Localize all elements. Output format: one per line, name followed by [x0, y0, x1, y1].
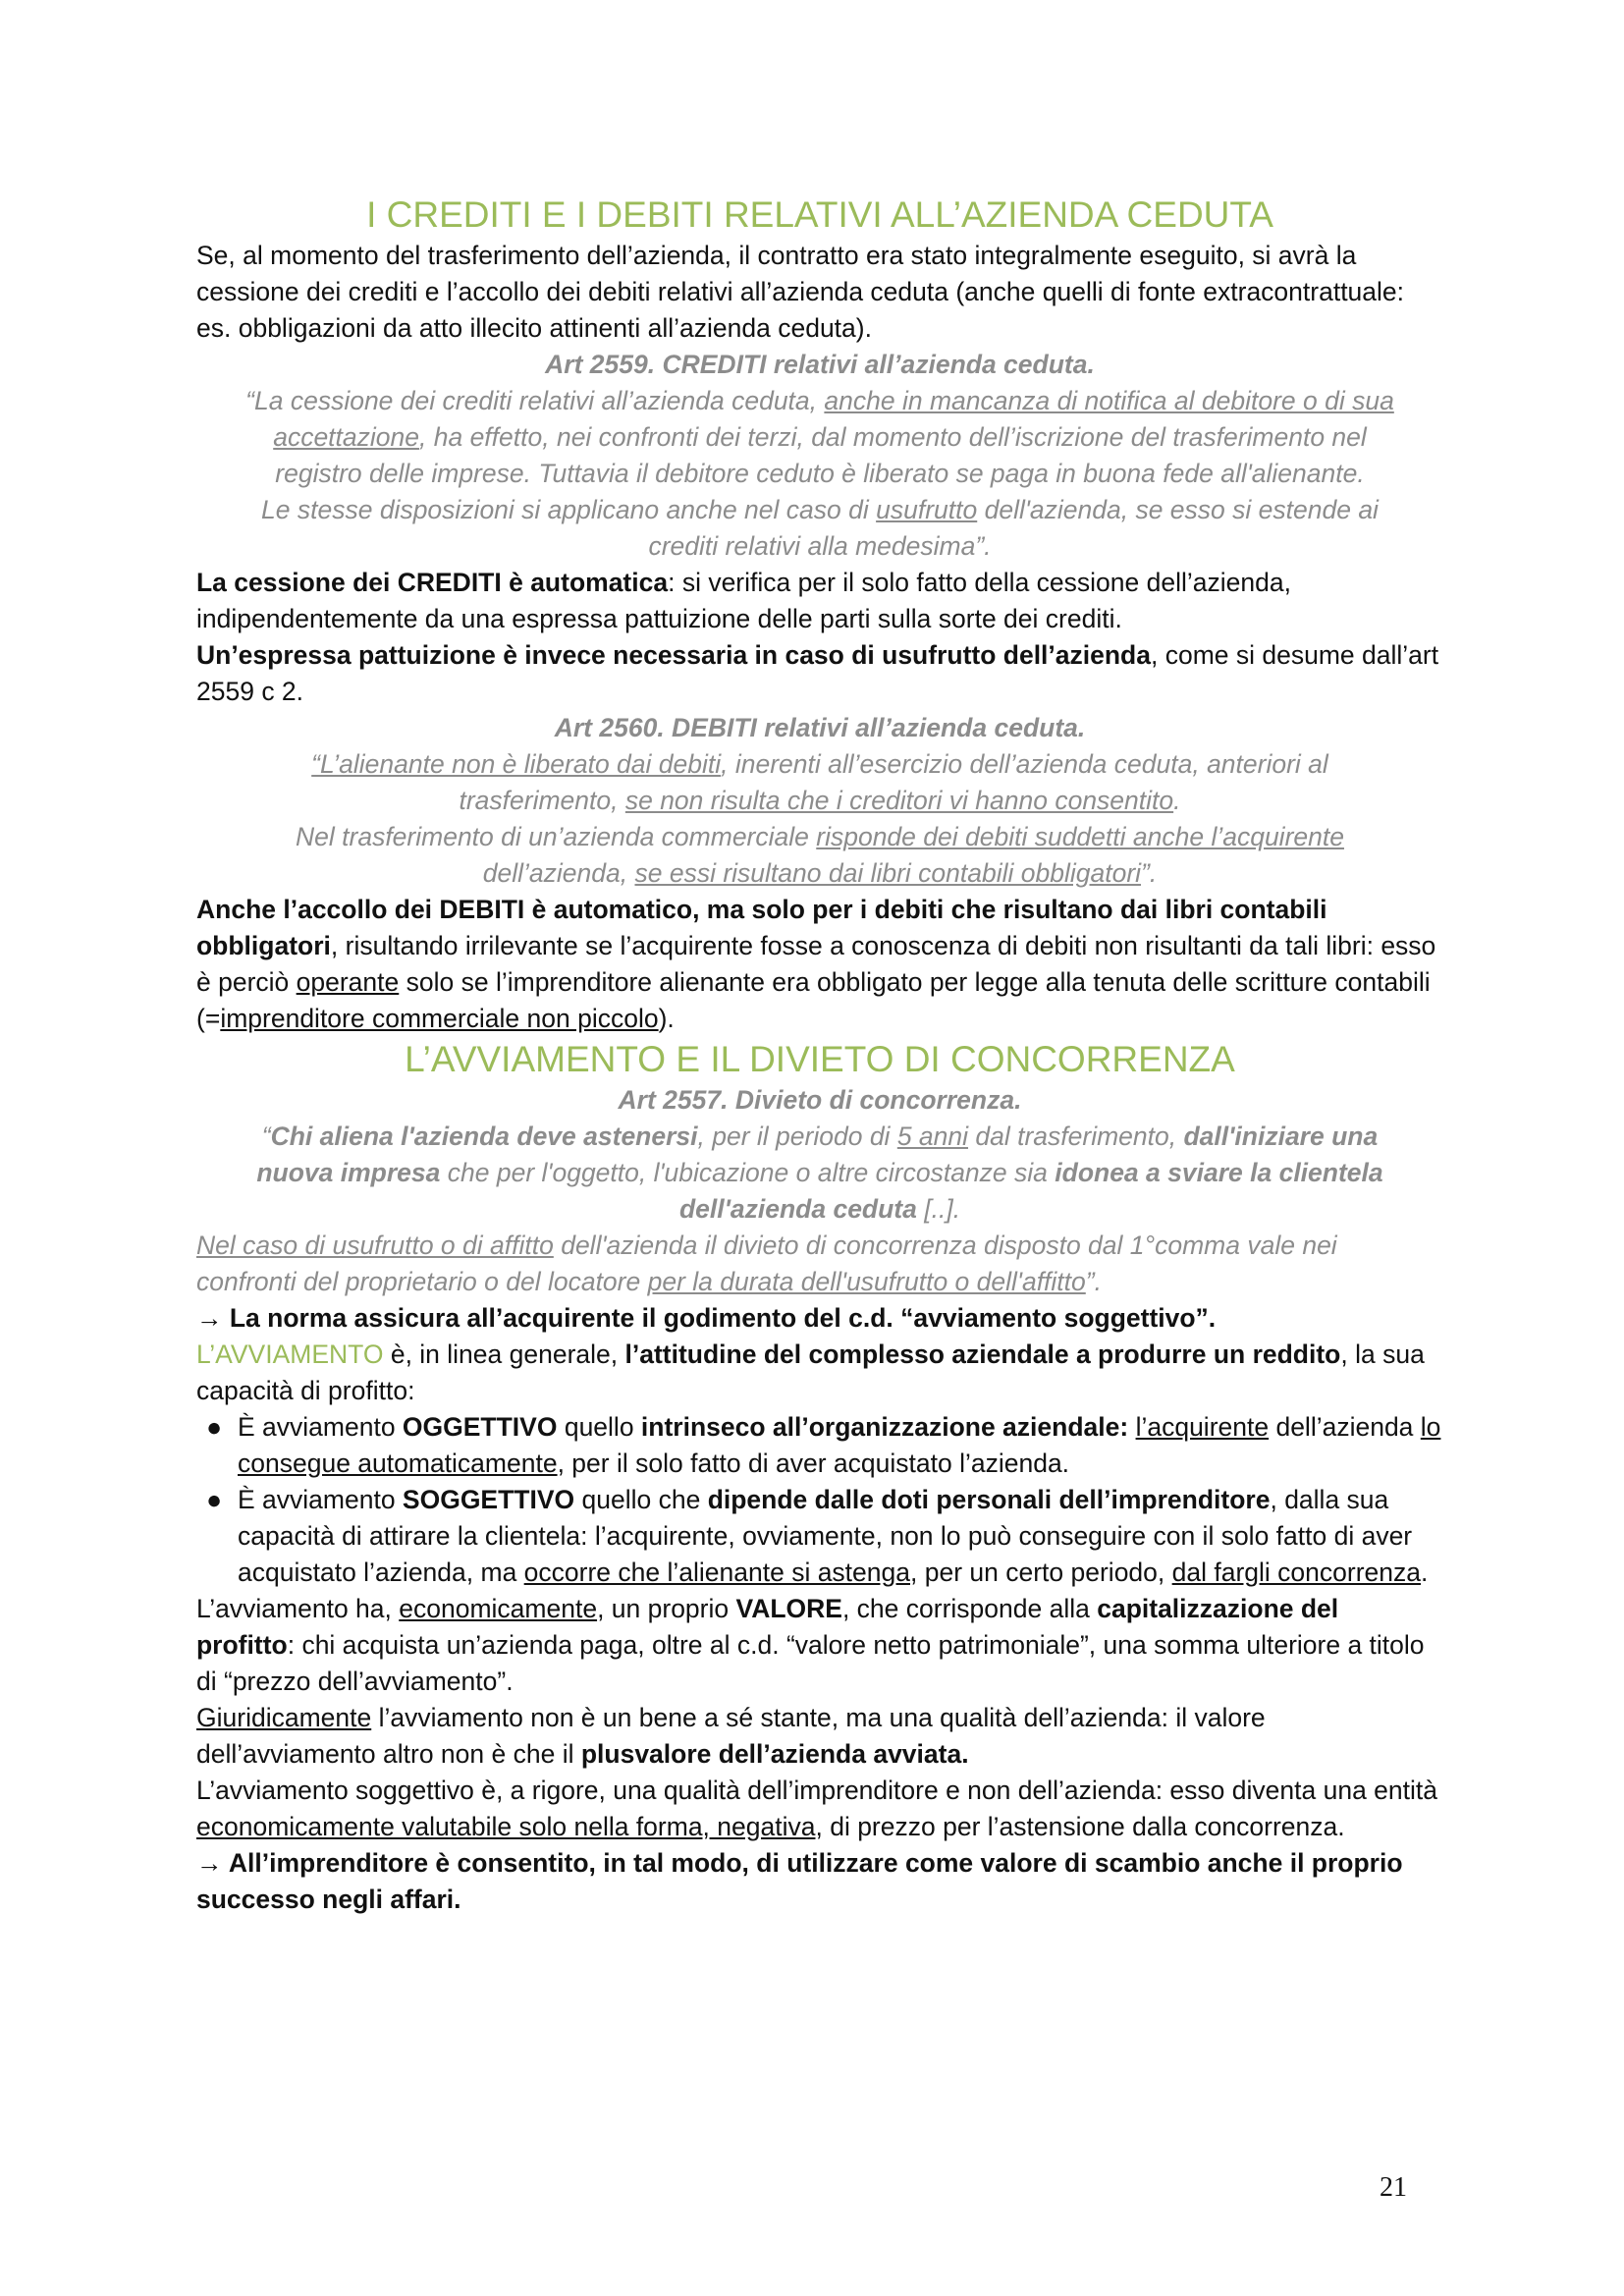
quote-body [236, 819, 1404, 892]
text: dell’azienda [1269, 1412, 1421, 1442]
text: È avviamento [238, 1412, 403, 1442]
quote-text: “ [261, 1121, 271, 1151]
quote-bold: dall'iniziare una nuova impresa [256, 1121, 1379, 1187]
paragraph-accollo-debiti [196, 892, 1443, 1037]
text: solo se l’imprenditore alienante era obbligato per legge alla tenuta delle scritture contabili (= [196, 967, 1431, 1033]
underlined-text: operante [296, 967, 400, 997]
bullet-dot-icon: ● [205, 1412, 222, 1442]
quote-underline: “L’alienante non è liberato dai debiti [311, 749, 722, 779]
text: : si verifica per il solo fatto della cessione dell’azienda, indipendentemente da una espressa pattuizione delle parti sulla sorte dei crediti. [196, 568, 1291, 633]
text: , per un certo periodo, [910, 1558, 1172, 1587]
quote-text: che per l'oggetto, l'ubicazione o altre circostanze sia [440, 1158, 1056, 1187]
bold-text: La cessione dei CREDITI è automatica [196, 568, 669, 597]
quote-art-2560 [196, 710, 1443, 892]
text: , la sua capacità di profitto: [196, 1339, 1425, 1405]
underlined-text: l’acquirente [1135, 1412, 1270, 1442]
quote-art-2559 [196, 347, 1443, 565]
bold-text: OGGETTIVO [402, 1412, 558, 1442]
text: L’avviamento soggettivo è, a rigore, una qualità dell’imprenditore e non dell’azienda: esso diventa una entità [196, 1776, 1437, 1805]
section-heading-avviamento: L’AVVIAMENTO E IL DIVIETO DI CONCORRENZA [405, 1039, 1235, 1079]
paragraph-avviamento-definizione [196, 1337, 1443, 1409]
quote-text: ”. [1141, 858, 1158, 888]
text: È avviamento [238, 1485, 403, 1514]
underlined-text: occorre che l’alienante si astenga [523, 1558, 910, 1587]
quote-body [236, 1119, 1404, 1228]
quote-body [196, 1228, 1443, 1300]
paragraph-giuridicamente [196, 1700, 1443, 1773]
quote-text: Nel trasferimento di un’azienda commerciale [296, 822, 817, 851]
quote-text: dal trasferimento, [968, 1121, 1184, 1151]
text: quello [557, 1412, 641, 1442]
bold-text: intrinseco all’organizzazione aziendale: [640, 1412, 1129, 1442]
bold-text: Un’espressa pattuizione è invece necessaria in caso di usufrutto dell’azienda [196, 640, 1151, 670]
bold-text: capitalizzazione del profitto [196, 1594, 1339, 1660]
quote-underline: anche in mancanza di notifica al debitore o di sua accettazione [273, 386, 1394, 452]
bold-text: Anche l’accollo dei DEBITI è automatico, ma solo per i debiti che risultano dai libri contabili obbligatori [196, 895, 1327, 960]
quote-text: [..]. [916, 1194, 961, 1224]
underlined-text: imprenditore commerciale non piccolo [220, 1004, 659, 1033]
quote-title: Art 2560. DEBITI relativi all’azienda ceduta. [554, 713, 1086, 742]
bullet-list-avviamento [196, 1409, 1443, 1591]
quote-text: ”. [1085, 1267, 1102, 1296]
text: : chi acquista un’azienda paga, oltre al c.d. “valore netto patrimoniale”, una somma ulteriore a titolo di “prezzo dell’avviamento”. [196, 1630, 1425, 1696]
text: quello che [574, 1485, 708, 1514]
bold-text: VALORE [735, 1594, 842, 1623]
text: , risultando irrilevante se l’acquirente fosse a conoscenza di debiti non risultanti da tali libri: esso è perciò [196, 931, 1436, 997]
text: , per il solo fatto di aver acquistato l’azienda. [557, 1449, 1070, 1478]
underlined-text: lo consegue automaticamente [238, 1412, 1441, 1478]
text: è, in linea generale, [383, 1339, 625, 1369]
quote-underline: usufrutto [876, 495, 978, 524]
underlined-text: Giuridicamente [196, 1703, 372, 1732]
quote-art-2557 [196, 1082, 1443, 1300]
quote-underline: se essi risultano dai libri contabili obbligatori [634, 858, 1142, 888]
underlined-text: economicamente [399, 1594, 598, 1623]
quote-text: , ha effetto, nei confronti dei terzi, dal momento dell’iscrizione del trasferimento nel registro delle imprese. Tuttavia il debitore ceduto è liberato se paga in buona fede all'alienante. [275, 422, 1367, 488]
page-content [196, 192, 1443, 1918]
quote-underline: risponde dei debiti suddetti anche l’acquirente [816, 822, 1344, 851]
quote-text: dell'azienda il divieto di concorrenza disposto dal 1°comma vale nei confronti del proprietario o del locatore [196, 1230, 1337, 1296]
text: , che corrisponde alla [841, 1594, 1098, 1623]
text: , un proprio [597, 1594, 736, 1623]
paragraph-valore-avviamento [196, 1591, 1443, 1700]
underlined-text: dal fargli concorrenza [1171, 1558, 1421, 1587]
text: , come si desume dall’art 2559 c 2. [196, 640, 1439, 706]
bullet-dot-icon: ● [205, 1485, 222, 1514]
text [1128, 1412, 1135, 1442]
arrow-note-avviamento-soggettivo: → La norma assicura all’acquirente il godimento del c.d. “avviamento soggettivo”. [196, 1303, 1217, 1333]
quote-body [236, 383, 1404, 492]
text: l’avviamento non è un bene a sé stante, ma una qualità dell’azienda: il valore dell’avviamento altro non è che il [196, 1703, 1266, 1769]
quote-text: dell'azienda, se esso si estende ai crediti relativi alla medesima”. [648, 495, 1379, 561]
quote-text: dell’azienda, [482, 858, 635, 888]
quote-bold: Chi aliena l'azienda deve astenersi [270, 1121, 698, 1151]
quote-underline: 5 anni [896, 1121, 969, 1151]
list-item [205, 1482, 1443, 1591]
underlined-text: economicamente valutabile solo nella forma, negativa [196, 1812, 816, 1841]
quote-bold: idonea a sviare la clientela dell'azienda ceduta [678, 1158, 1383, 1224]
bold-text: l’attitudine del complesso aziendale a produrre un reddito [624, 1339, 1341, 1369]
paragraph-avviamento-soggettivo [196, 1773, 1443, 1845]
green-keyword: L’AVVIAMENTO [196, 1339, 384, 1369]
bold-text: plusvalore dell’azienda avviata. [580, 1739, 969, 1769]
quote-body [236, 746, 1404, 819]
text: , dalla sua capacità di attirare la clientela: l’acquirente, ovviamente, non lo può conseguire con il solo fatto di aver acquistato l’azienda, ma [238, 1485, 1413, 1587]
text: ). [658, 1004, 675, 1033]
section-heading-crediti-debiti: I CREDITI E I DEBITI RELATIVI ALL’AZIENDA CEDUTA [366, 194, 1273, 235]
text: . [1421, 1558, 1429, 1587]
page-number: 21 [1380, 2172, 1407, 2203]
text: L’avviamento ha, [196, 1594, 400, 1623]
quote-text: , inerenti all’esercizio dell’azienda ceduta, anteriori al trasferimento, [459, 749, 1328, 815]
list-item [205, 1409, 1443, 1482]
paragraph-intro: Se, al momento del trasferimento dell’azienda, il contratto era stato integralmente eseguito, si avrà la cessione dei crediti e l’accollo dei debiti relativi all’azienda ceduta (anche quelli di fonte extracontrattuale: es. obbligazioni da atto illecito attinenti all’azienda ceduta). [196, 241, 1405, 343]
paragraph-cessione-crediti [196, 565, 1443, 710]
quote-text: “La cessione dei crediti relativi all’azienda ceduta, [245, 386, 825, 415]
text: , di prezzo per l’astensione dalla concorrenza. [815, 1812, 1345, 1841]
quote-text: Le stesse disposizioni si applicano anche nel caso di [261, 495, 877, 524]
quote-underline: per la durata dell'usufrutto o dell'affitto [647, 1267, 1086, 1296]
bold-text: SOGGETTIVO [402, 1485, 575, 1514]
quote-title: Art 2559. CREDITI relativi all’azienda ceduta. [545, 350, 1095, 379]
quote-underline: se non risulta che i creditori vi hanno consentito [624, 786, 1174, 815]
quote-underline: Nel caso di usufrutto o di affitto [196, 1230, 554, 1260]
quote-text: , per il periodo di [697, 1121, 897, 1151]
arrow-note-successo-affari: → All’imprenditore è consentito, in tal modo, di utilizzare come valore di scambio anche il proprio successo negli affari. [196, 1848, 1403, 1914]
quote-body [236, 492, 1404, 565]
quote-title: Art 2557. Divieto di concorrenza. [618, 1085, 1022, 1115]
quote-text: . [1173, 786, 1181, 815]
bold-text: dipende dalle doti personali dell’imprenditore [707, 1485, 1271, 1514]
